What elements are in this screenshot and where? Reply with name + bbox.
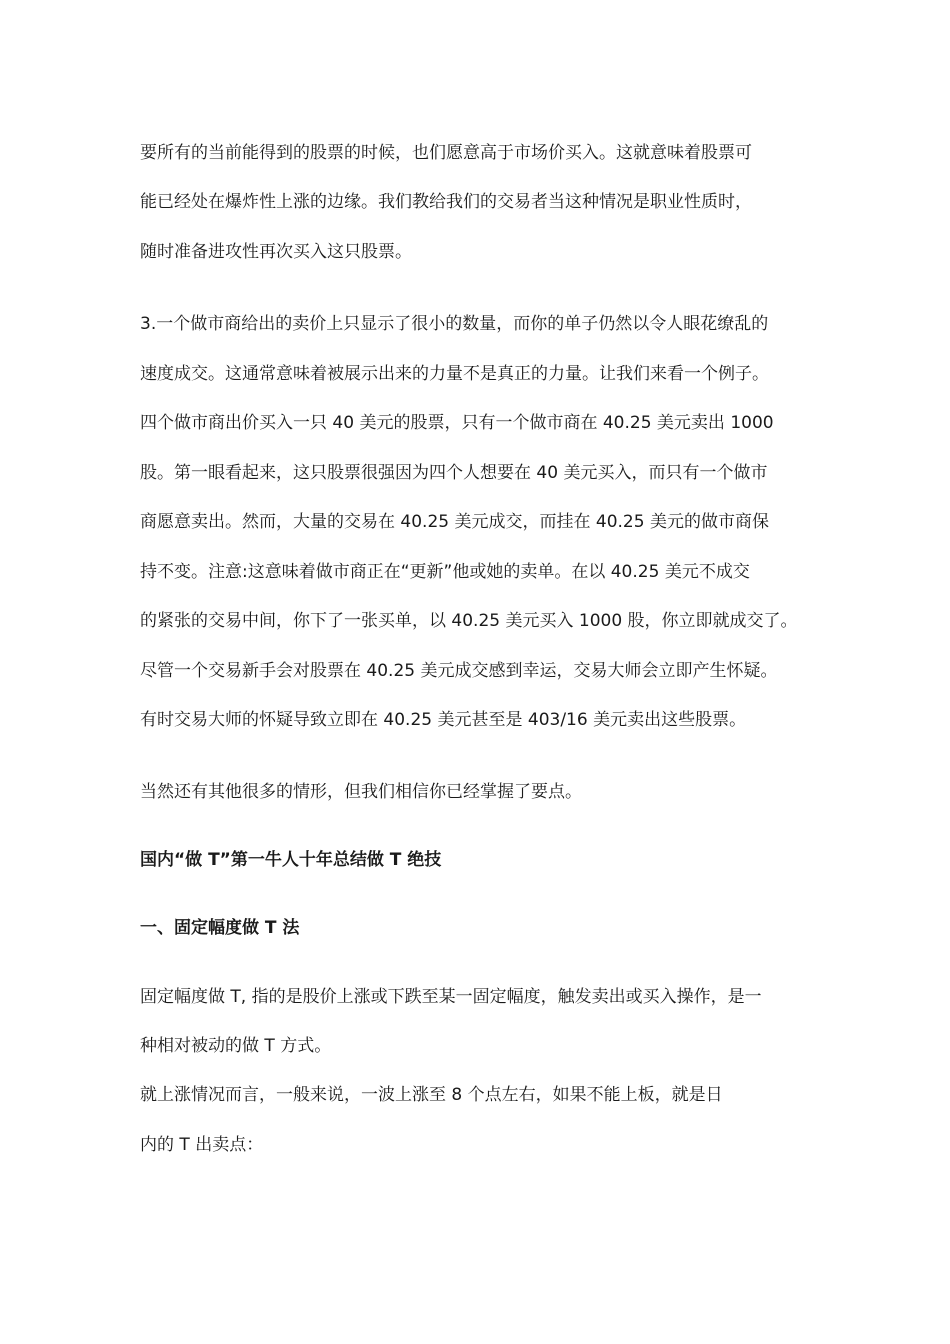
paragraph-5-line-1: 就上涨情况而言，一般来说，一波上涨至 8 个点左右，如果不能上板，就是日 [140,1085,723,1105]
section-heading-1: 一、固定幅度做 T 法 [140,918,300,938]
paragraph-2-line-8: 尽管一个交易新手会对股票在 40.25 美元成交感到幸运，交易大师会立即产生怀疑。 [140,661,778,681]
paragraph-1-line-1: 要所有的当前能得到的股票的时候，也们愿意高于市场价买入。这就意味着股票可 [140,143,752,163]
paragraph-4-line-2: 种相对被动的做 T 方式。 [140,1036,332,1056]
paragraph-3-line-1: 当然还有其他很多的情形，但我们相信你已经掌握了要点。 [140,782,582,802]
paragraph-2-line-9: 有时交易大师的怀疑导致立即在 40.25 美元甚至是 403/16 美元卖出这些股票。 [140,710,747,730]
paragraph-2-line-7: 的紧张的交易中间，你下了一张买单，以 40.25 美元买入 1000 股，你立即就成交了。 [140,611,798,631]
paragraph-2-line-1: 3.一个做市商给出的卖价上只显示了很小的数量，而你的单子仍然以令人眼花缭乱的 [140,314,769,334]
paragraph-2-line-4: 股。第一眼看起来，这只股票很强因为四个人想要在 40 美元买入，而只有一个做市 [140,463,768,483]
paragraph-2-line-5: 商愿意卖出。然而，大量的交易在 40.25 美元成交，而挂在 40.25 美元的做市商保 [140,512,769,532]
paragraph-2-line-6: 持不变。注意:这意味着做市商正在“更新”他或她的卖单。在以 40.25 美元不成交 [140,562,750,582]
paragraph-5-line-2: 内的 T 出卖点： [140,1135,264,1155]
paragraph-4-line-1: 固定幅度做 T, 指的是股价上涨或下跌至某一固定幅度，触发卖出或买入操作，是一 [140,987,762,1007]
paragraph-2-line-2: 速度成交。这通常意味着被展示出来的力量不是真正的力量。让我们来看一个例子。 [140,364,769,384]
main-heading: 国内“做 T”第一牛人十年总结做 T 绝技 [140,850,442,870]
paragraph-1-line-3: 随时准备进攻性再次买入这只股票。 [140,242,412,262]
paragraph-1-line-2: 能已经处在爆炸性上涨的边缘。我们教给我们的交易者当这种情况是职业性质时， [140,192,752,212]
paragraph-2-line-3: 四个做市商出价买入一只 40 美元的股票，只有一个做市商在 40.25 美元卖出 1000 [140,413,774,433]
